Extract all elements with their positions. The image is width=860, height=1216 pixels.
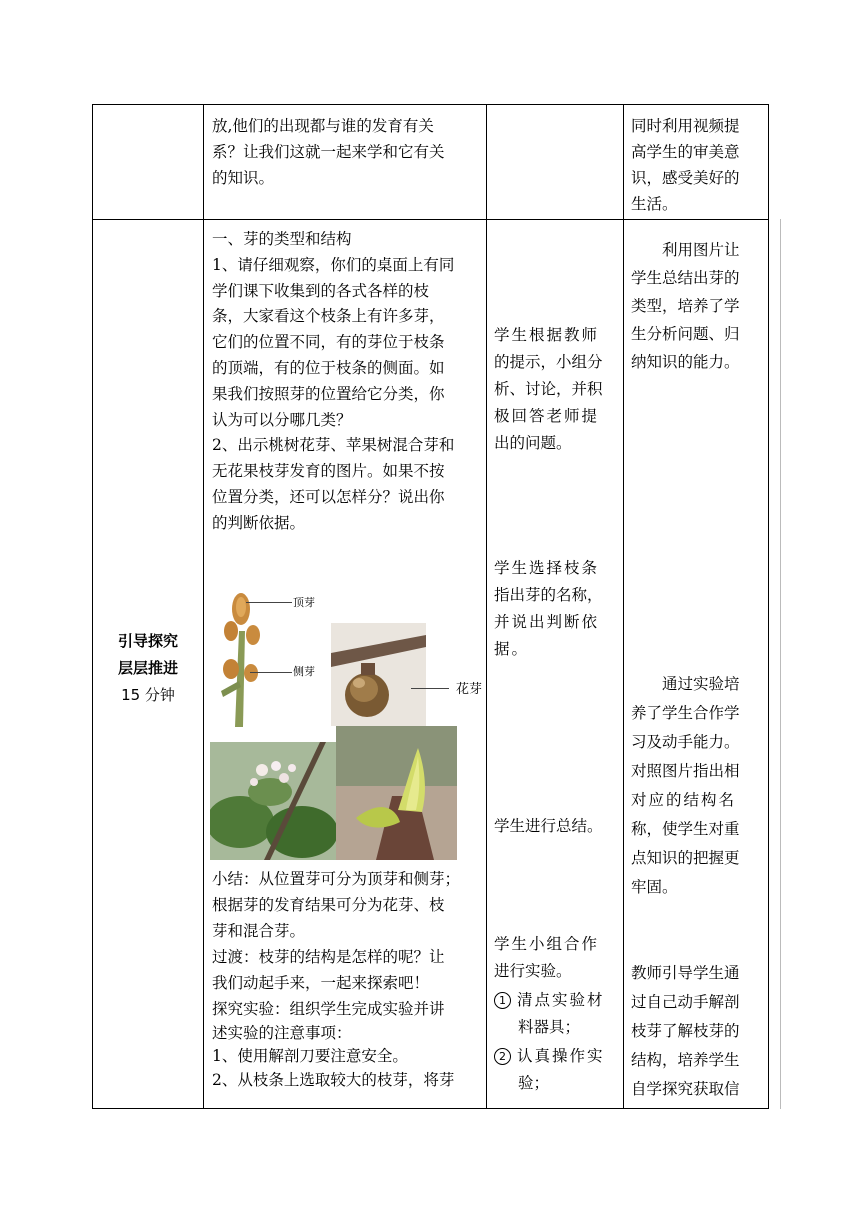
text-line: 教师引导学生通 (631, 964, 740, 982)
stage-title-line2: 层层推进 (117, 659, 178, 677)
table-border-left (92, 104, 93, 1109)
table-border-right-shadow (780, 219, 781, 1109)
text-line: 点知识的把握更 (631, 849, 740, 867)
text-line: 进行实验。 (494, 962, 572, 980)
text-line: 析、讨论，并积 (494, 380, 603, 398)
text-line: 称，使学生对重 (631, 820, 740, 838)
text-line: 验； (518, 1074, 550, 1092)
column-divider-3 (623, 104, 624, 1109)
text-line: 纳知识的能力。 (631, 353, 740, 371)
text-line: 它们的位置不同，有的芽位于枝条 (212, 333, 445, 352)
design-intent-3 (631, 959, 765, 1104)
text-line: 学生小组合作 (494, 935, 600, 953)
text-line: 过自己动手解剖 (631, 993, 740, 1011)
text-line: 学生进行总结。 (494, 817, 603, 835)
text-line: 芽和混合芽。 (212, 922, 306, 940)
flower-bud-label: 花芽 (456, 682, 483, 697)
flower-bud-pointer (411, 688, 449, 689)
text-line: 的知识。 (212, 169, 275, 187)
row-divider (92, 219, 769, 220)
text-line: 2、出示桃树花芽、苹果树混合芽和 (212, 436, 455, 455)
student-activity-2 (494, 555, 618, 663)
text-line: 小结：从位置芽可分为顶芽和侧芽； (212, 870, 461, 888)
text-line: 同时利用视频提 (631, 117, 740, 135)
flower-bud-photo (331, 623, 426, 726)
text-line: 学们课下收集到的各式各样的枝 (212, 281, 430, 300)
text-line: 的提示，小组分 (494, 353, 603, 371)
text-line: 探究实验：组织学生完成实验并讲 (212, 1000, 445, 1018)
text-line: 认真操作实 (517, 1047, 605, 1065)
text-line: 2、从枝条上选取较大的枝芽，将芽 (212, 1071, 455, 1089)
text-line: 牢固。 (631, 878, 678, 896)
text-line: 条，大家看这个枝条上有许多芽， (212, 307, 445, 326)
text-line: 1、使用解剖刀要注意安全。 (212, 1047, 408, 1065)
table-border-bottom (92, 1108, 769, 1109)
text-line: 指出芽的名称， (494, 586, 603, 604)
text-line: 过渡：枝芽的结构是怎样的呢？让 (212, 948, 445, 966)
text-line: 通过实验培 (662, 675, 740, 693)
text-line: 高学生的审美意 (631, 143, 740, 161)
text-line: 习及动手能力。 (631, 733, 740, 751)
fig-branch-bud-photo (336, 726, 457, 860)
text-line: 放,他们的出现都与谁的发育有关 (212, 117, 434, 135)
text-line: 据。 (494, 640, 530, 658)
text-line: 生活。 (631, 195, 678, 213)
text-line: 料器具； (518, 1018, 581, 1036)
text-line: 的顶端，有的位于枝条的侧面。如 (212, 358, 445, 377)
side-bud-pointer (250, 672, 292, 673)
text-line: 养了学生合作学 (631, 704, 740, 722)
branch-buds-photo (209, 591, 269, 727)
text-line: 识，感受美好的 (631, 169, 740, 187)
text-line: 我们动起手来，一起来探索吧！ (212, 974, 430, 992)
stage-title-line1: 引导探究 (117, 632, 178, 650)
text-line: 果我们按照芽的位置给它分类，你 (212, 384, 445, 403)
text-line: 对照图片指出相 (631, 762, 740, 780)
student-step-1 (494, 987, 620, 1041)
text-line: 出的问题。 (494, 434, 572, 452)
design-intent-2 (631, 670, 765, 902)
student-activity-1 (494, 322, 618, 457)
student-step-2 (494, 1043, 620, 1097)
step-number: 1 (494, 992, 511, 1009)
text-line: 根据芽的发育结果可分为花芽、枝 (212, 896, 445, 914)
text-line: 一、芽的类型和结构 (212, 230, 352, 248)
row1-design-intent (631, 113, 765, 217)
column-divider-1 (203, 104, 204, 1109)
text-line: 1、请仔细观察，你们的桌面上有同 (212, 255, 455, 274)
text-line: 的判断依据。 (212, 513, 306, 532)
text-line: 述实验的注意事项： (212, 1024, 352, 1042)
step-number: 2 (494, 1048, 511, 1065)
top-bud-label: 顶芽 (293, 596, 315, 609)
text-line: 系？让我们这就一起来学和它有关 (212, 143, 445, 161)
text-line: 结构，培养学生 (631, 1051, 740, 1069)
text-line: 清点实验材 (517, 991, 605, 1009)
table-border-right (768, 104, 769, 1109)
top-bud-pointer (246, 602, 292, 603)
design-intent-1 (631, 236, 765, 376)
column-divider-2 (486, 104, 487, 1109)
table-border-top (92, 104, 769, 105)
text-line: 认为可以分哪几类？ (212, 410, 352, 429)
text-line: 利用图片让 (662, 241, 740, 259)
text-line: 生分析问题、归 (631, 325, 740, 343)
row1-teacher-activity (212, 113, 480, 191)
teacher-activity-part-a (212, 227, 482, 537)
stage-label (93, 628, 203, 709)
text-line: 学生选择枝条 (494, 559, 600, 577)
text-line: 自学探究获取信 (631, 1080, 740, 1098)
text-line: 极回答老师提 (494, 407, 600, 425)
student-activity-3 (494, 814, 622, 839)
stage-duration: 15 分钟 (121, 686, 175, 704)
text-line: 无花果枝芽发育的图片。如果不按 (212, 462, 445, 481)
apple-blossom-photo (210, 742, 336, 860)
text-line: 学生根据教师 (494, 326, 600, 344)
student-activity-4 (494, 931, 618, 985)
text-line: 并说出判断依 (494, 613, 600, 631)
teacher-activity-part-b (212, 866, 484, 1092)
text-line: 位置分类，还可以怎样分？说出你 (212, 487, 445, 506)
text-line: 对应的结构名 (631, 791, 737, 809)
text-line: 枝芽了解枝芽的 (631, 1022, 740, 1040)
side-bud-label: 侧芽 (293, 665, 315, 678)
text-line: 学生总结出芽的 (631, 269, 740, 287)
text-line: 类型，培养了学 (631, 297, 740, 315)
